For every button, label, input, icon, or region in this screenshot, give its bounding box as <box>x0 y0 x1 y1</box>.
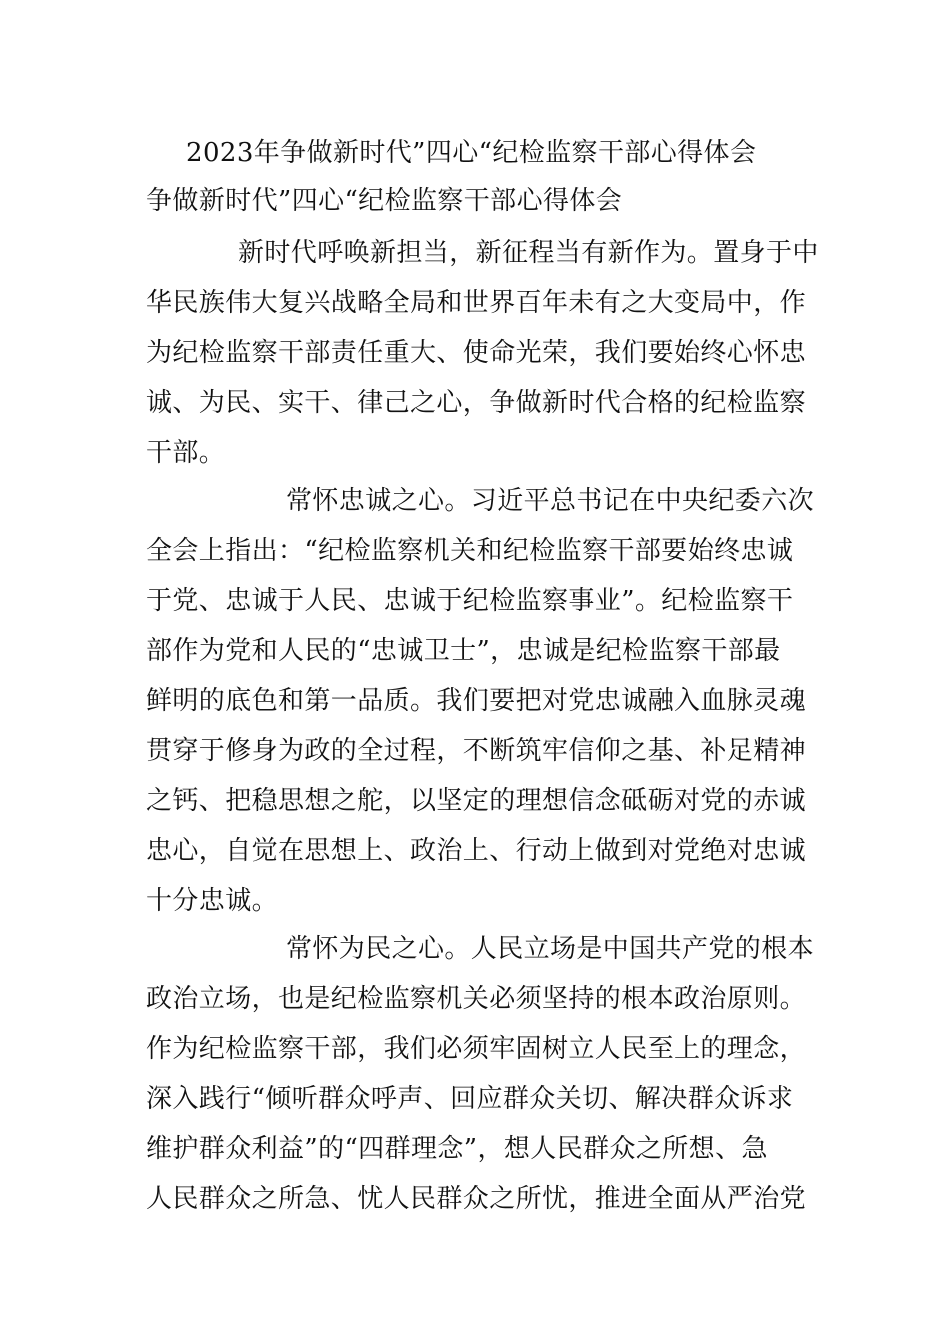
paragraph-line: 华民族伟大复兴战略全局和世界百年未有之大变局中，作 <box>146 288 807 318</box>
paragraph-line: 十分忠诚。 <box>146 886 279 916</box>
paragraph-line: 全会上指出：“纪检监察机关和纪检监察干部要始终忠诚 <box>146 536 794 566</box>
paragraph-line: 作为纪检监察干部，我们必须牢固树立人民至上的理念， <box>146 1034 807 1064</box>
paragraph-line: 鲜明的底色和第一品质。我们要把对党忠诚融入血脉灵魂 <box>146 686 807 716</box>
paragraph-line: 部作为党和人民的“忠诚卫士”，忠诚是纪检监察干部最 <box>146 636 781 666</box>
document-subtitle: 争做新时代”四心“纪检监察干部心得体会 <box>146 186 623 216</box>
paragraph-line: 政治立场，也是纪检监察机关必须坚持的根本政治原则。 <box>146 984 807 1014</box>
paragraph-line: 诚、为民、实干、律己之心，争做新时代合格的纪检监察 <box>146 388 807 418</box>
paragraph-line: 新时代呼唤新担当，新征程当有新作为。置身于中 <box>238 238 819 268</box>
paragraph-line: 忠心，自觉在思想上、政治上、行动上做到对党绝对忠诚 <box>146 836 807 866</box>
paragraph-line: 于党、忠诚于人民、忠诚于纪检监察事业”。纪检监察干 <box>146 586 794 616</box>
document-title: 2023年争做新时代”四心“纪检监察干部心得体会 <box>186 138 757 168</box>
paragraph-line: 干部。 <box>146 438 226 468</box>
paragraph-line: 人民群众之所急、忧人民群众之所忧，推进全面从严治党 <box>146 1184 807 1214</box>
paragraph-line: 之钙、把稳思想之舵，以坚定的理想信念砥砺对党的赤诚 <box>146 786 807 816</box>
paragraph-line: 常怀忠诚之心。习近平总书记在中央纪委六次 <box>286 486 815 516</box>
paragraph-line: 贯穿于修身为政的全过程，不断筑牢信仰之基、补足精神 <box>146 736 807 766</box>
paragraph-line: 维护群众利益”的“四群理念”，想人民群众之所想、急 <box>146 1134 768 1164</box>
paragraph-line: 常怀为民之心。人民立场是中国共产党的根本 <box>286 934 815 964</box>
paragraph-line: 为纪检监察干部责任重大、使命光荣，我们要始终心怀忠 <box>146 338 807 368</box>
paragraph-line: 深入践行“倾听群众呼声、回应群众关切、解决群众诉求 <box>146 1084 794 1114</box>
